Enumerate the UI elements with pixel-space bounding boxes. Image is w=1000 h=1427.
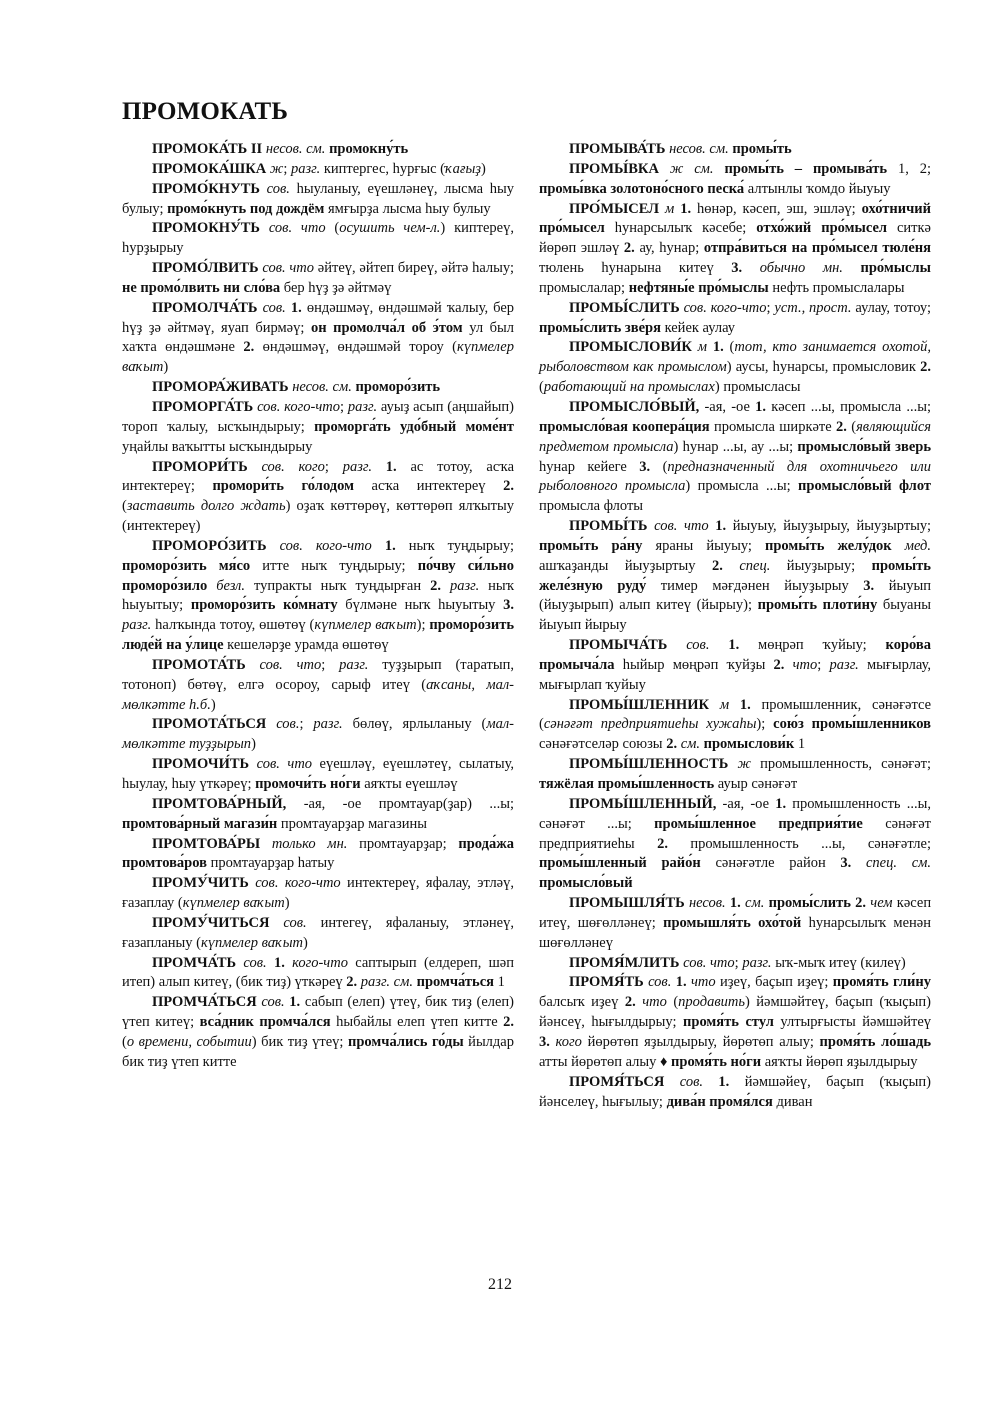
entry-promychat: ПРОМЫЧА́ТЬ сов. 1. мөңрәп ҡуйыу; коро́ва промыча́ла һыйыр мөңрәп ҡуйҙы 2. что; разг. мығырлау, мығырлап ҡуйыу [539, 637, 932, 693]
headword: ПРОМОЛЧА́ТЬ [152, 299, 258, 316]
headword: ПРОМУ́ЧИТЬ [152, 875, 249, 892]
entry-promyamlit: ПРОМЯ́МЛИТЬ сов. что; разг. ыҡ-мыҡ итеү (килеү) [569, 954, 906, 971]
entry-promyslovy: ПРОМЫСЛО́ВЫЙ, -ая, -ое 1. кәсеп ...ы, промысла ...ы; промысло́вая коопера́ция промысла ширкәте 2. (являющийся предметом промысла) һунар ...ы, ау ...ы; промысло́вый зверь һунар кейеге 3. (предназначенный для охотничьего или рыболовного промысла) промысла ...ы; промысло́вый флот промысла флоты [539, 398, 932, 515]
entry-promyshlenny: ПРОМЫ́ШЛЕННЫЙ, -ая, -ое 1. промышленность ...ы, сәнәғәт ...ы; промы́шленное предприя́тие сәнәғәт предприятиеһы 2. промышленность ...ы, сәнәғәтле; промы́шленный райо́н сәнәғәтле район 3. спец. см. промысло́вый [539, 795, 932, 892]
headword: ПРОМТОВА́РЫ [152, 835, 261, 852]
entry-promuchitsya: ПРОМУ́ЧИТЬСЯ сов. интегеү, яфаланыу, этләнеү, ғазапланыу (күпмелер ваҡыт) [122, 914, 514, 951]
entry-promyatsya: ПРОМЯ́ТЬСЯ сов. 1. йәмшәйеү, баҫып (ҡыҫып) йәнселеү, һығылыу; дива́н промя́лся диван [539, 1073, 931, 1110]
headword: ПРОМЫШЛЯ́ТЬ [569, 895, 685, 912]
headword: ПРОМОРГА́ТЬ [152, 398, 254, 415]
headword: ПРОМОТА́ТЬ [152, 656, 246, 673]
headword: ПРОМО́КНУТЬ [152, 180, 260, 197]
entry-promyshlennik: ПРОМЫ́ШЛЕННИК м 1. промышленник, сәнәғәтсе (сәнәғәт предприятиеһы хужаһы); сою́з промы́шленников сәнәғәтселәр союзы 2. см. промыслови́к 1 [539, 696, 932, 753]
entry-promolchat: ПРОМОЛЧА́ТЬ сов. 1. өндәшмәү, өндәшмәй ҡалыу, бер һүҙ ҙә әйтмәү, яуап бирмәү; он промолча́л об э́том ул был хаҡта өндәшмәне 2. өндәшмәү, өндәшмәй тороу (күпмелер ваҡыт) [122, 299, 515, 376]
headword: ПРОМЧА́ТЬСЯ [152, 994, 257, 1011]
entry-promorit: ПРОМОРИ́ТЬ сов. кого; разг. 1. ас тотоу, асҡа интектереү; промори́ть го́лодом асҡа интектереү 2. (заставить долго ждать) оҙаҡ көттөрөү, көттөрөп ялҡытыу (интектереү) [122, 458, 515, 535]
headword: ПРОМЫ́ШЛЕННЫЙ, [569, 795, 717, 812]
headword: ПРОМО́ЛВИТЬ [152, 260, 259, 277]
entry-promorazhivat: ПРОМОРА́ЖИВАТЬ несов. см. проморо́зить [152, 379, 441, 396]
headword: ПРОМЯ́ТЬСЯ [569, 1073, 665, 1090]
entry-promorozit: ПРОМОРО́ЗИТЬ сов. кого-что 1. ныҡ туңдырыу; проморо́зить мя́со итте ныҡ туңдырыу; по́чву си́льно проморо́зило безл. тупракты ныҡ туңдырған 2. разг. ныҡ һыуытыу; проморо́зить ко́мнату бүлмәне ныҡ һыуытыу 3. разг. һалҡында тотоу, өшөтөү (күпмелер ваҡыт); проморо́зить люде́й на у́лице кешеләрҙе урамда өшөтөү [122, 537, 515, 654]
right-column [539, 140, 931, 1112]
headword: ПРОМОРИ́ТЬ [152, 458, 248, 475]
headword: ПРОМЫВА́ТЬ [569, 141, 666, 157]
headword: ПРОМЫ́ШЛЕННОСТЬ [569, 756, 729, 773]
entry-promyslit: ПРОМЫ́СЛИТЬ сов. кого-что; уст., прост. аулау, тотоу; промы́слить зве́ря кейек аулау [539, 299, 932, 336]
headword: ПРОМОКНУ́ТЬ [152, 220, 260, 237]
headword: ПРОМОКА́ТЬ II [152, 141, 263, 157]
headword: ПРОМОРА́ЖИВАТЬ [152, 379, 289, 396]
headword: ПРОМУ́ЧИТЬСЯ [152, 914, 270, 931]
entry-promochit: ПРОМОЧИ́ТЬ сов. что еүешләү, еүешләтеү, сылатыу, һыулау, һыу үткәреү; промочи́ть но́ги аяҡты еүешләү [122, 756, 515, 792]
entry-promotatsya: ПРОМОТА́ТЬСЯ сов.; разг. бөлөү, ярлыланыу (мал-мөлкәтте туҙҙырып) [122, 716, 515, 753]
entry-promyslovik: ПРОМЫСЛОВИ́К м 1. (тот, кто занимается охотой, рыболовством как промыслом) аусы, һунарсы, промысловик 2. (работающий на промыслах) промысласы [539, 339, 931, 396]
headword: ПРОМЫСЛОВИ́К [569, 339, 692, 356]
entry-promtovary: ПРОМТОВА́РЫ только мн. промтауарҙар; прода́жа промтова́ров промтауарҙар һатыу [122, 835, 514, 872]
entry-promchatsya: ПРОМЧА́ТЬСЯ сов. 1. сабып (елеп) үтеү, бик тиҙ (елеп) үтеп китеү; вса́дник промча́лся һыбайлы елеп үтеп китте 2. (о времени, событии) бик тиҙ үтеү; промча́лись го́ды йылдар бик тиҙ үтеп китте [122, 994, 515, 1070]
page-number: 212 [488, 1276, 512, 1293]
entry-promyshlennost: ПРОМЫ́ШЛЕННОСТЬ ж промышленность, сәнәғәт; тяжёлая промы́шленность ауыр сәнәғәт [539, 756, 932, 792]
headword: ПРОМЫ́СЛИТЬ [569, 299, 680, 316]
headword: ПРОМТОВА́РНЫЙ, [152, 795, 287, 812]
entry-promchat: ПРОМЧА́ТЬ сов. 1. кого-что саптырып (елдереп, шәп итеп) алып китеү, (бик тиҙ) үткәреү 2. разг. см. промча́ться 1 [122, 954, 514, 991]
headword: ПРОМЯ́ТЬ [569, 974, 644, 991]
running-head: ПРОМОКАТЬ [122, 98, 289, 125]
entry-promolvit: ПРОМО́ЛВИТЬ сов. что әйтеү, әйтеп биреү, әйтә һалыу; не промо́лвить ни сло́ва бер һүҙ ҙә әйтмәү [122, 260, 514, 296]
entry-promysel: ПРО́МЫСЕЛ м 1. һөнәр, кәсеп, эш, эшләү; охо́тничий про́мысел һунарсылыҡ кәсебе; отхо́жий про́мысел ситкә йөрөп эшләү 2. ау, һунар; отпра́виться на про́мысел тюле́ня тюлень һунарына китеү 3. обычно мн. про́мыслы промыслалар; нефтяны́е про́мыслы нефть промыслалары [539, 200, 932, 296]
left-column [122, 140, 514, 1073]
headword: ПРОМЫ́ВКА [569, 160, 659, 177]
entry-promyvka: ПРОМЫ́ВКА ж см. промы́ть – промыва́ть 1, 2; промы́вка золотоно́сного песка́ алтынлы ҡомдо йыуыу [539, 160, 932, 197]
headword: ПРОМЫ́ШЛЕННИК [569, 696, 710, 713]
headword: ПРОМОЧИ́ТЬ [152, 756, 250, 773]
entry-promorgat: ПРОМОРГА́ТЬ сов. кого-что; разг. ауыҙ асып (аңшайып) тороп ҡалыу, ысҡындырыу; проморга́ть удо́бный моме́нт уңайлы ваҡытты ысҡындырыу [122, 398, 515, 455]
headword: ПРОМЫ́ТЬ [569, 518, 648, 535]
entry-promokat: ПРОМОКА́ТЬ II несов. см. промокну́ть [152, 141, 409, 157]
headword: ПРОМЯ́МЛИТЬ [569, 954, 680, 971]
headword: ПРОМОТА́ТЬСЯ [152, 716, 267, 733]
entry-promyshlyat: ПРОМЫШЛЯ́ТЬ несов. 1. см. промы́слить 2. чем кәсеп итеү, шөғөлләнеү; промышля́ть охо́той һунарсылыҡ менән шөғөлләнеү [539, 895, 932, 951]
headword: ПРОМЫЧА́ТЬ [569, 637, 668, 654]
headword: ПРОМЧА́ТЬ [152, 954, 237, 971]
entry-promotat: ПРОМОТА́ТЬ сов. что; разг. туҙҙырып (таратып, тотоноп) бөтөү, елгә осороу, сарыф итеү (аҡсаны, мал-мөлкәтте h.б.) [122, 656, 514, 713]
entry-promtovarny: ПРОМТОВА́РНЫЙ, -ая, -ое промтауар(ҙар) ...ы; промтова́рный магази́н промтауарҙар магазины [122, 795, 514, 832]
headword: ПРОМОРО́ЗИТЬ [152, 537, 267, 554]
entry-promoknut-2: ПРОМОКНУ́ТЬ сов. что (осушить чем-л.) киптереү, һурҙырыу [122, 220, 514, 257]
entry-promyat: ПРОМЯ́ТЬ сов. 1. что иҙеү, баҫып иҙеү; промя́ть гли́ну балсыҡ иҙеү 2. что (продавить) йәмшәйтеү, баҫып (ҡыҫып) йәнсеү, һығылдырыу; промя́ть стул ултырғысты йәмшәйтеү 3. кого йөрөтөп яҙылдырыу, йөрөтөп алыу; промя́ть ло́шадь атты йөрөтөп алыу ♦ промя́ть но́ги аяҡты йөрөп яҙылдырыу [539, 974, 932, 1070]
entry-promoknut: ПРОМО́КНУТЬ сов. һыуланыу, еүешләнеү, лысма һыу булыу; промо́кнуть под дождём ямғырҙа лысма һыу булыу [122, 180, 514, 217]
headword: ПРОМЫСЛО́ВЫЙ, [569, 398, 700, 415]
headword: ПРО́МЫСЕЛ [569, 200, 660, 217]
entry-promokashka: ПРОМОКА́ШКА ж; разг. киптергес, һурғыс (ҡағыҙ) [152, 160, 486, 177]
entry-promuchit: ПРОМУ́ЧИТЬ сов. кого-что интектереү, яфалау, этләү, ғазаплау (күпмелер ваҡыт) [122, 875, 514, 912]
headword: ПРОМОКА́ШКА [152, 160, 267, 177]
entry-promyt: ПРОМЫ́ТЬ сов. что 1. йыуыу, йыуҙырыу, йыуҙыртыу; промы́ть ра́ну яраны йыуыу; промы́ть желу́док мед. ашҡаҙанды йыуҙыртыу 2. спец. йыуҙырыу; промы́ть желе́зную руду́ тимер мәғдәнен йыуҙырыу 3. йыуып (йыуҙырып) алып китеү (йырыу); промы́ть плоти́ну быуаны йыуып йырыу [539, 518, 931, 634]
entry-promyvat: ПРОМЫВА́ТЬ несов. см. промы́ть [569, 141, 792, 157]
